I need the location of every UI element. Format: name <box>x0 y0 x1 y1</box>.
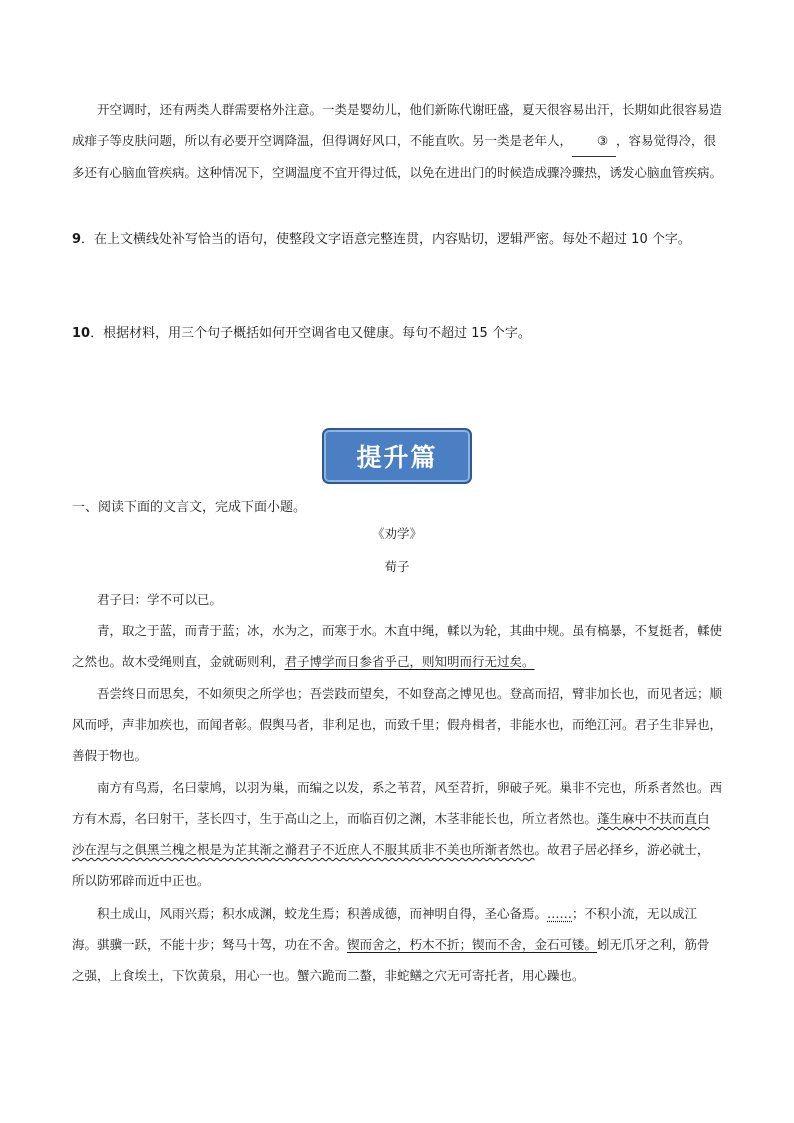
article-paragraph-5-text-c: 蚓无爪牙之利，筋骨之强，上食埃土，下饮黄泉，用心一也。蟹六跪而二螯，非蛇鳝之穴无可寄托者，用心躁也。 <box>72 937 710 983</box>
question-10 <box>72 320 722 348</box>
article-paragraph-2 <box>72 615 722 677</box>
section-banner: 提升篇 <box>322 428 472 484</box>
article-paragraph-4 <box>72 772 722 896</box>
section-heading: 一、阅读下面的文言文，完成下面小题。 <box>72 500 307 515</box>
article-paragraph-4-text: 南方有鸟焉，名曰蒙鸠，以羽为巢，而编之以发，系之苇苕，风至苕折，卵破子死。巢非不完也，所系者然也。西方有木焉，名曰射干，茎长四寸，生于高山之上，而临百仞之渊，木茎非能长也，所立者然也。 <box>72 780 723 826</box>
omission-dots: …… <box>547 906 573 921</box>
answer-blank-3[interactable] <box>572 125 616 157</box>
article-paragraph-5 <box>72 898 722 991</box>
article-author: 荀子 <box>384 559 410 574</box>
passage-text-2: ，容易觉得冷，很多还有心脑血管疾病。这种情况下，空调温度不宜开得过低，以免在进出门的时候造成骤冷骤热，诱发心脑血管疾病。 <box>72 133 723 180</box>
underlined-sentence: 君子博学而日参省乎己，则知明而行无过矣。 <box>284 654 535 669</box>
article-paragraph-1: 君子曰：学不可以已。 <box>97 592 223 607</box>
wavy-underlined-passage: 蓬生麻中不扶而直白沙在涅与之俱黑兰槐之根是为芷其渐之滫君子不近庶人不服其质非不美也所渐者然也 <box>72 811 710 857</box>
article-paragraph-5-text-a: 积土成山，风雨兴焉；积水成渊，蛟龙生焉；积善成德，而神明自得，圣心备焉。 <box>97 906 548 921</box>
blank-marker: ③ <box>597 133 609 148</box>
question-9-text: ．在上文横线处补写恰当的语句，使整段文字语意完整连贯，内容贴切，逻辑严密。每处不超过 10 个字。 <box>81 232 691 247</box>
article-paragraph-2-text: 青，取之于蓝，而青于蓝；冰，水为之，而寒于水。木直中绳，輮以为轮，其曲中规。虽有槁暴，不复挺者，輮使之然也。故木受绳则直，金就砺则利， <box>72 623 723 669</box>
passage-text-1: 开空调时，还有两类人群需要格外注意。一类是婴幼儿，他们新陈代谢旺盛，夏天很容易出汗，长期如此很容易造成痱子等皮肤问题，所以有必要开空调降温，但得调好风口，不能直吹。另一类是老年人， <box>72 102 723 148</box>
question-10-text: ．根据材料，用三个句子概括如何开空调省电又健康。每句不超过 15 个字。 <box>90 326 531 341</box>
article-paragraph-3: 吾尝终日而思矣，不如须臾之所学也；吾尝跂而望矣，不如登高之博见也。登高而招，臂非加长也，而见者远；顺风而呼，声非加疾也，而闻者彰。假舆马者，非利足也，而致千里；假舟楫者，非能水也，而绝江河。君子生非异也，善假于物也。 <box>72 686 723 763</box>
article-paragraph-5-text-b: ；不积小流，无以成江海。骐骥一跃，不能十步；驽马十驾，功在不舍。 <box>72 906 698 952</box>
article-title: 《劝学》 <box>371 526 422 541</box>
passage-paragraph <box>72 94 722 188</box>
article-paragraph-4-end: 。故君子居必择乡，游必就士，所以防邪辟而近中正也。 <box>72 842 710 888</box>
question-10-number: 10 <box>72 326 91 341</box>
question-9-number: 9 <box>72 232 82 247</box>
question-9 <box>72 226 722 254</box>
underlined-sentence-2: 锲而舍之，朽木不折；锲而不舍，金石可镂。 <box>347 937 598 952</box>
